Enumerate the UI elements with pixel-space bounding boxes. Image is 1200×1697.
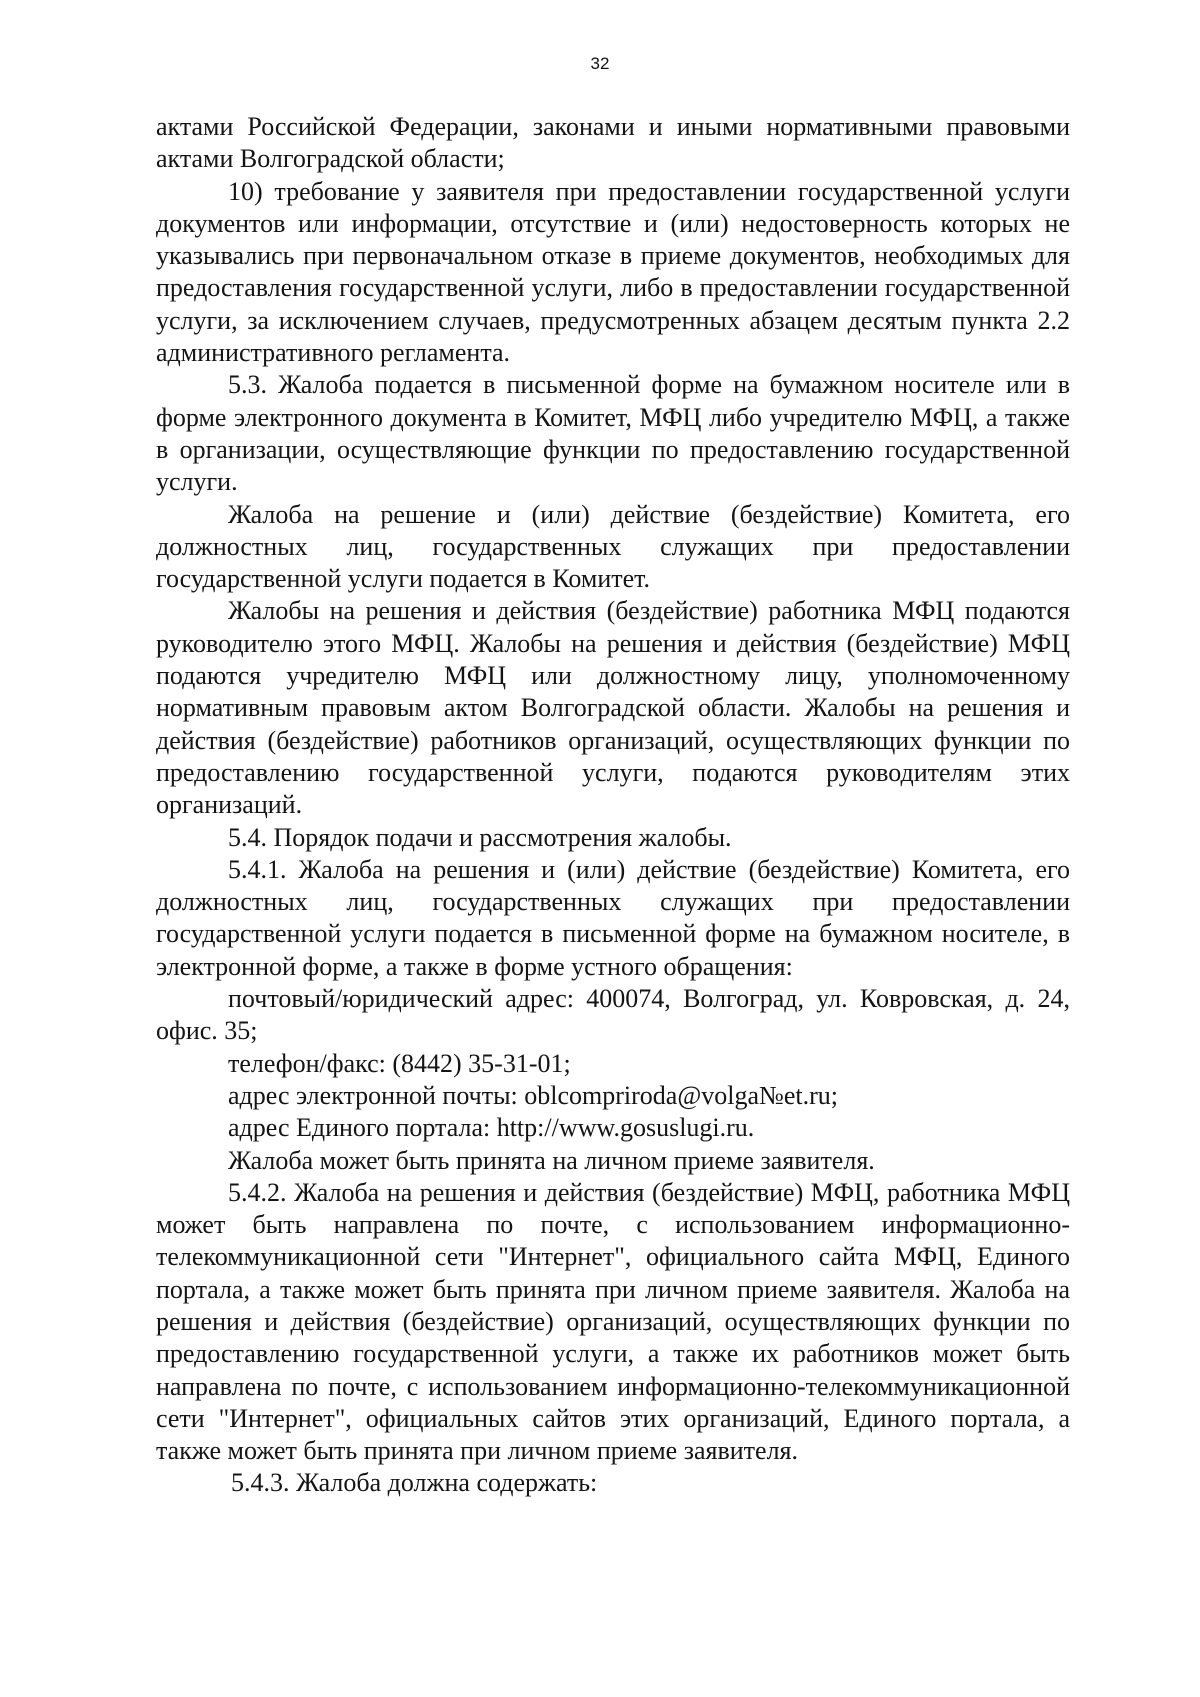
paragraph-personal-reception: Жалоба может быть принята на личном приеме заявителя. xyxy=(228,1145,875,1175)
paragraph-postal-address: почтовый/юридический адрес: 400074, Волгоград, ул. Ковровская, д. 24, офис. 35; xyxy=(156,984,1070,1046)
paragraph-phone-fax: телефон/факс: (8442) 35-31-01; xyxy=(228,1048,571,1078)
paragraph-5-4-1: 5.4.1. Жалоба на решения и (или) действие (бездействие) Комитета, его должностных лиц, государственных служащих при предоставлении государственной услуги подается в письменной форме на бумажном носителе, в электронной форме, а также в форме устного обращения: xyxy=(156,854,1070,981)
paragraph-5-4: 5.4. Порядок подачи и рассмотрения жалобы. xyxy=(228,822,732,852)
paragraph-portal-address: адрес Единого портала: http://www.gosuslugi.ru. xyxy=(228,1113,755,1143)
paragraph-5-4-2: 5.4.2. Жалоба на решения и действия (бездействие) МФЦ, работника МФЦ может быть направлена по почте, с использованием информационно-телекоммуникационной сети "Интернет", официального сайта МФЦ, Единого портала, а также может быть принята при личном приеме заявителя. Жалоба на решения и действия (бездействие) организаций, осуществляющих функции по предоставлению государственной услуги, а также их работников может быть направлена по почте, с использованием информационно-телекоммуникационной сети "Интернет", официальных сайтов этих организаций, Единого портала, а также может быть принята при личном приеме заявителя. xyxy=(156,1177,1070,1466)
paragraph-complaint-committee: Жалоба на решение и (или) действие (бездействие) Комитета, его должностных лиц, государственных служащих при предоставлении государственной услуги подается в Комитет. xyxy=(156,499,1070,594)
paragraph-acts-continuation: актами Российской Федерации, законами и иными нормативными правовыми актами Волгоградской области; xyxy=(156,112,1070,174)
paragraph-complaint-mfc: Жалобы на решения и действия (бездействие) работника МФЦ подаются руководителю этого МФЦ. Жалобы на решения и действия (бездействие) МФЦ подаются учредителю МФЦ или должностному лицу, уполномоченному нормативным правовым актом Волгоградской области. Жалобы на решения и действия (бездействие) работников организаций, осуществляющих функции по предоставлению государственной услуги, подаются руководителям этих организаций. xyxy=(156,596,1070,820)
paragraph-item-10: 10) требование у заявителя при предоставлении государственной услуги документов или информации, отсутствие и (или) недостоверность которых не указывались при первоначальном отказе в приеме документов, необходимых для предоставления государственной услуги, либо в предоставлении государственной услуги, за исключением случаев, предусмотренных абзацем десятым пункта 2.2 административного регламента. xyxy=(156,176,1070,368)
document-body xyxy=(156,111,1070,1500)
paragraph-5-3: 5.3. Жалоба подается в письменной форме на бумажном носителе или в форме электронного документа в Комитет, МФЦ либо учредителю МФЦ, а также в организации, осуществляющие функции по предоставлению государственной услуги. xyxy=(156,370,1070,497)
paragraph-email: адрес электронной почты: oblcompriroda@volga№et.ru; xyxy=(228,1080,839,1110)
page-number: 32 xyxy=(590,54,610,73)
paragraph-5-4-3: 5.4.3. Жалоба должна содержать: xyxy=(231,1468,598,1498)
